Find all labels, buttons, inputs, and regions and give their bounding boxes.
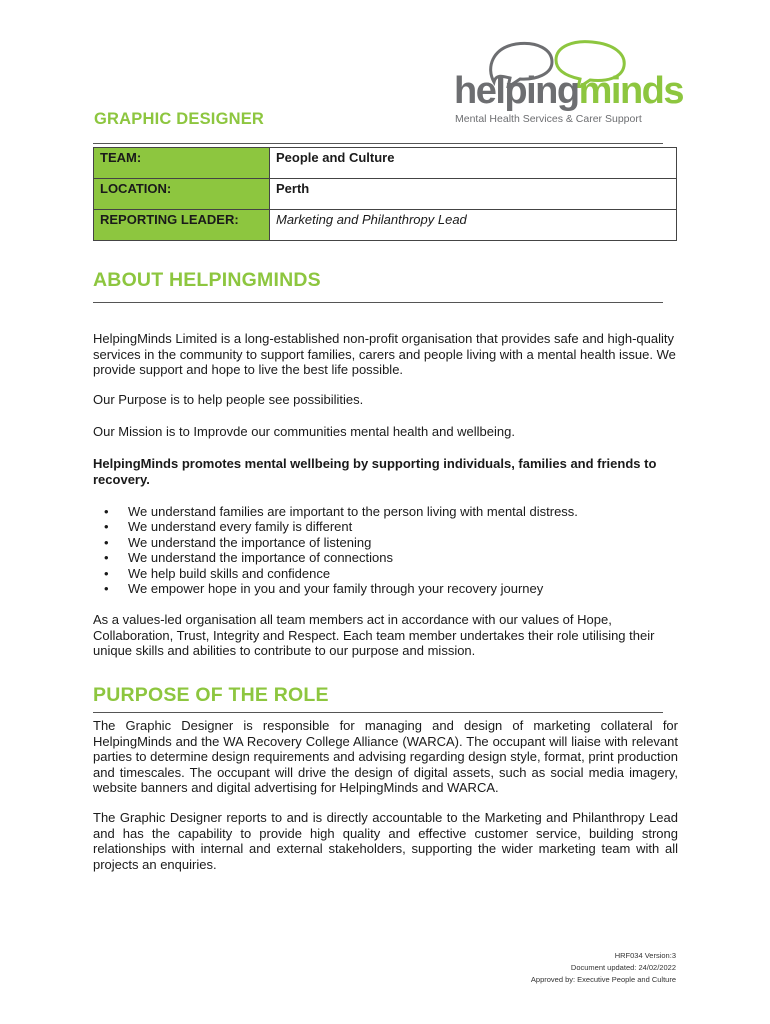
values-led-paragraph: As a values-led organisation all team members act in accordance with our values of Hope, Collaboration, Trust, Integrity and Respect. Each team member undertakes their role utilising their unique skills and abilities to contribute to our purpose and mission.: [93, 612, 655, 659]
table-row: [94, 179, 677, 210]
about-divider: [93, 302, 663, 303]
location-label: LOCATION:: [94, 179, 270, 210]
role-paragraph-2: The Graphic Designer reports to and is directly accountable to the Marketing and Philanthropy Lead and has the capability to provide high quality and effective customer service, building strong relationships with internal and external stakeholders, supporting the wider marketing team with all projects an enquiries.: [93, 810, 678, 872]
list-item: • We understand families are important to the person living with mental distress.: [93, 504, 673, 519]
title-divider: [93, 143, 663, 144]
values-list: [93, 504, 673, 596]
role-divider: [93, 712, 663, 713]
list-item: • We empower hope in you and your family through your recovery journey: [93, 581, 673, 596]
reporting-leader-value: Marketing and Philanthropy Lead: [270, 210, 677, 241]
approved-text: Approved by: Executive People and Culture: [530, 975, 676, 984]
team-value: People and Culture: [270, 148, 677, 179]
role-info-table: [93, 147, 677, 241]
document-footer: [531, 950, 676, 986]
document-title: GRAPHIC DESIGNER: [94, 110, 265, 128]
about-paragraph: HelpingMinds Limited is a long-established non-profit organisation that provides safe and high-quality services in the community to support families, carers and people living with a mental health issue. We provide support and hope to live the best life possible.: [93, 331, 676, 378]
purpose-statement: Our Purpose is to help people see possibilities.: [93, 392, 364, 407]
helpingminds-logo: [446, 38, 684, 128]
about-heading: ABOUT HELPINGMINDS: [93, 269, 321, 291]
role-purpose-heading: PURPOSE OF THE ROLE: [93, 684, 329, 706]
list-item: • We understand every family is different: [93, 519, 673, 534]
logo-tagline: Mental Health Services & Carer Support: [455, 113, 642, 125]
role-paragraph-1: The Graphic Designer is responsible for managing and design of marketing collateral for HelpingMinds and the WA Recovery College Alliance (WARCA). The occupant will liaise with relevant parties to determine design requirements and advising regarding design style, format, print production and timescales. The occupant will drive the design of digital assets, such as social media imagery, website banners and digital advertising for HelpingMinds and WARCA.: [93, 718, 678, 796]
location-value: Perth: [270, 179, 677, 210]
updated-text: Document updated: 24/02/2022: [570, 963, 676, 972]
version-text: HRF034 Version:3: [614, 951, 676, 960]
team-label: TEAM:: [94, 148, 270, 179]
list-item: • We understand the importance of listening: [93, 535, 673, 550]
table-row: [94, 210, 677, 241]
promotes-statement: HelpingMinds promotes mental wellbeing by supporting individuals, families and friends to recovery.: [93, 456, 657, 487]
mission-statement: Our Mission is to Improvde our communities mental health and wellbeing.: [93, 424, 515, 439]
logo-wordmark: helpingminds: [454, 70, 684, 112]
table-row: [94, 148, 677, 179]
list-item: • We help build skills and confidence: [93, 566, 673, 581]
reporting-leader-label: REPORTING LEADER:: [94, 210, 270, 241]
list-item: • We understand the importance of connections: [93, 550, 673, 565]
